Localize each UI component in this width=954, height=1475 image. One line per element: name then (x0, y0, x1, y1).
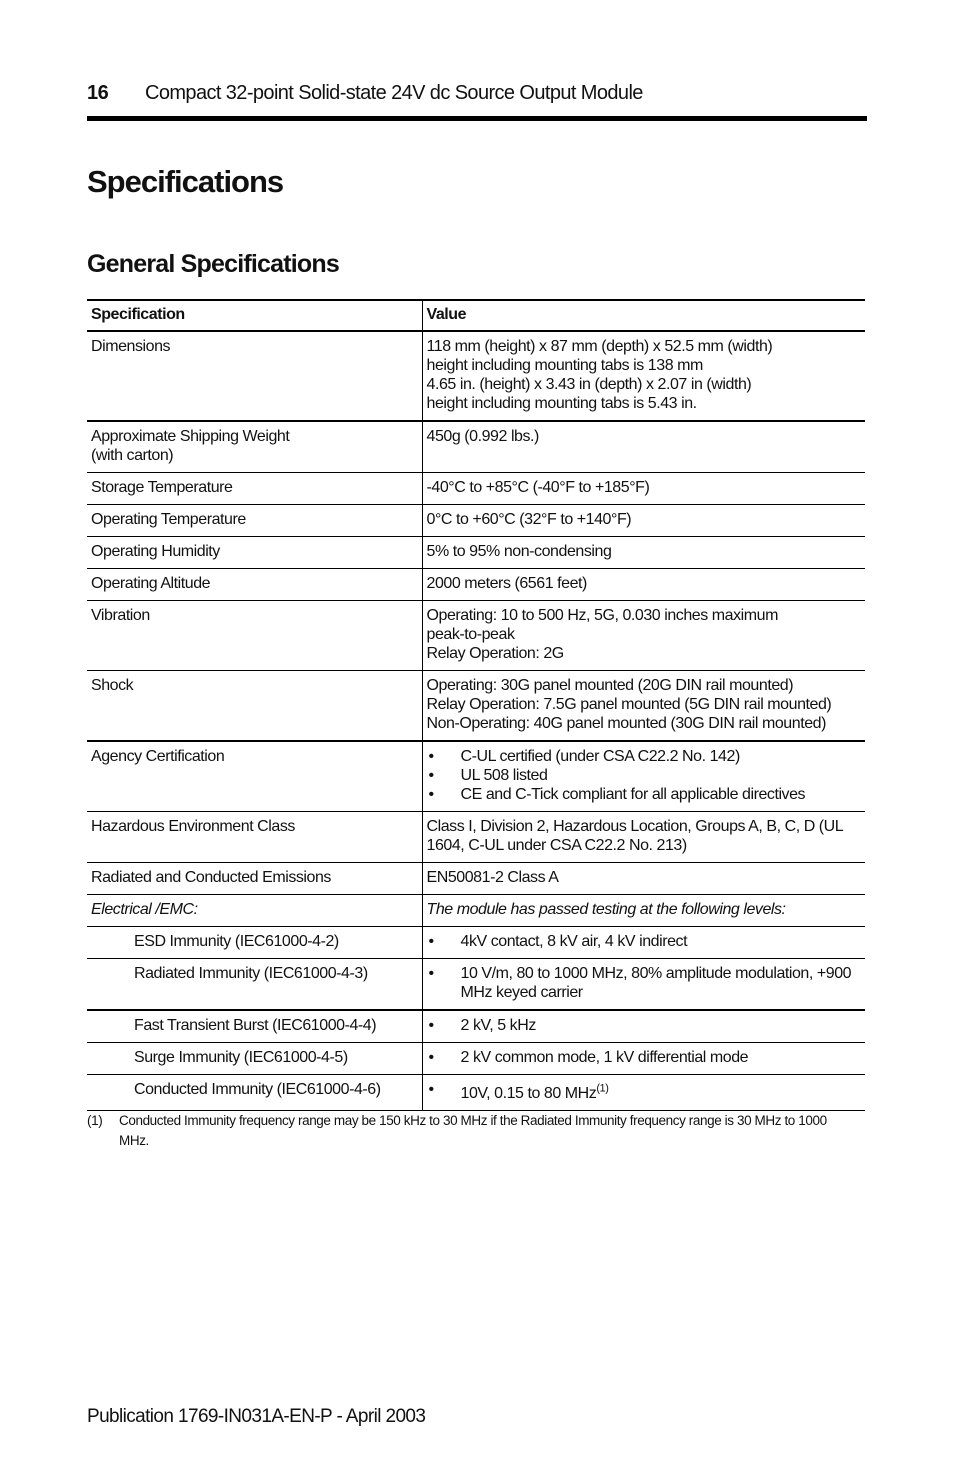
bullet-list (427, 1080, 862, 1103)
table-row (87, 959, 865, 1011)
table-row (87, 1010, 865, 1043)
value-cell: -40°C to +85°C (-40°F to +185°F) (422, 473, 865, 505)
value-line: Operating: 10 to 500 Hz, 5G, 0.030 inches maximum (426, 607, 778, 624)
value-line: peak-to-peak (426, 626, 515, 643)
spec-cell: Radiated Immunity (IEC61000-4-3) (87, 959, 422, 1011)
spec-cell: ESD Immunity (IEC61000-4-2) (87, 927, 422, 959)
bullet-list (427, 1016, 862, 1035)
value-line: height including mounting tabs is 138 mm (426, 357, 703, 374)
spec-cell: Hazardous Environment Class (87, 812, 422, 863)
spec-cell: Conducted Immunity (IEC61000-4-6) (87, 1075, 422, 1111)
value-cell: Class I, Division 2, Hazardous Location, Groups A, B, C, D (UL 1604, C-UL under CSA C22.2 No. 213) (422, 812, 865, 863)
spec-cell: Operating Temperature (87, 505, 422, 537)
value-line: Relay Operation: 7.5G panel mounted (5G DIN rail mounted) (426, 696, 832, 713)
subsection-title: General Specifications (87, 250, 339, 278)
table-row (87, 421, 865, 473)
page-number: 16 (87, 82, 109, 104)
spec-cell: Dimensions (87, 331, 422, 421)
value-cell: 450g (0.992 lbs.) (422, 421, 865, 473)
value-cell: 2000 meters (6561 feet) (422, 569, 865, 601)
table-row (87, 569, 865, 601)
spec-cell: Operating Humidity (87, 537, 422, 569)
column-header-value: Value (422, 300, 865, 331)
list-item: • UL 508 listed (427, 766, 862, 785)
spec-cell: Storage Temperature (87, 473, 422, 505)
bullet-list (427, 964, 862, 1002)
column-header-specification: Specification (87, 300, 422, 331)
table-row (87, 1043, 865, 1075)
footnote-reference: (1) (596, 1082, 609, 1095)
header-rule (87, 116, 867, 121)
table-row (87, 505, 865, 537)
table-header-row (87, 300, 865, 331)
spec-cell: Radiated and Conducted Emissions (87, 863, 422, 895)
footnote-marker: (1) (87, 1113, 103, 1128)
list-item-text: 10V, 0.15 to 80 MHz (460, 1085, 597, 1102)
value-cell (422, 601, 865, 671)
list-item: • 2 kV, 5 kHz (427, 1016, 862, 1035)
value-line: height including mounting tabs is 5.43 in. (426, 395, 697, 412)
bullet-list (427, 932, 862, 951)
table-row (87, 331, 865, 421)
list-item (427, 1080, 862, 1103)
footnote-text: Conducted Immunity frequency range may be 150 kHz to 30 MHz if the Radiated Immunity frequency range is 30 MHz to 1000 MHz. (119, 1113, 827, 1148)
value-cell: 0°C to +60°C (32°F to +140°F) (422, 505, 865, 537)
spec-cell (87, 421, 422, 473)
value-cell (422, 959, 865, 1011)
table-row (87, 473, 865, 505)
table-row (87, 895, 865, 927)
value-line: Relay Operation: 2G (426, 645, 564, 662)
spec-cell: Agency Certification (87, 741, 422, 812)
bullet-list (427, 747, 862, 804)
spec-cell: Fast Transient Burst (IEC61000-4-4) (87, 1010, 422, 1043)
spec-cell: Surge Immunity (IEC61000-4-5) (87, 1043, 422, 1075)
table-row (87, 601, 865, 671)
spec-cell: Electrical /EMC: (87, 895, 422, 927)
value-line: 118 mm (height) x 87 mm (depth) x 52.5 mm (width) (426, 338, 773, 355)
value-cell (422, 1043, 865, 1075)
table-row (87, 812, 865, 863)
publication-footer: Publication 1769-IN031A-EN-P - April 2003 (87, 1406, 426, 1427)
list-item: • 2 kV common mode, 1 kV differential mode (427, 1048, 862, 1067)
list-item: • CE and C-Tick compliant for all applicable directives (427, 785, 862, 804)
table-row (87, 741, 865, 812)
table-row (87, 1075, 865, 1111)
table-row (87, 927, 865, 959)
value-cell (422, 331, 865, 421)
spec-cell: Shock (87, 671, 422, 742)
value-cell (422, 927, 865, 959)
table-row (87, 671, 865, 742)
spec-cell: Vibration (87, 601, 422, 671)
value-cell: The module has passed testing at the following levels: (422, 895, 865, 927)
table-row (87, 537, 865, 569)
value-cell (422, 1075, 865, 1111)
page-header (87, 82, 867, 110)
running-title: Compact 32-point Solid-state 24V dc Source Output Module (145, 82, 643, 104)
spec-line: Approximate Shipping Weight (91, 428, 290, 445)
bullet-list (427, 1048, 862, 1067)
value-cell: EN50081-2 Class A (422, 863, 865, 895)
spec-cell: Operating Altitude (87, 569, 422, 601)
list-item: • 4kV contact, 8 kV air, 4 kV indirect (427, 932, 862, 951)
value-cell: 5% to 95% non-condensing (422, 537, 865, 569)
list-item: • C-UL certified (under CSA C22.2 No. 142) (427, 747, 862, 766)
specifications-table (87, 299, 865, 1111)
value-line: 4.65 in. (height) x 3.43 in (depth) x 2.07 in (width) (426, 376, 752, 393)
table-row (87, 863, 865, 895)
spec-line: (with carton) (91, 447, 174, 464)
list-item: • 10 V/m, 80 to 1000 MHz, 80% amplitude modulation, +900 MHz keyed carrier (427, 964, 862, 1002)
footnote (87, 1111, 857, 1151)
value-cell (422, 1010, 865, 1043)
value-cell (422, 671, 865, 742)
value-line: Non-Operating: 40G panel mounted (30G DIN rail mounted) (426, 715, 826, 732)
section-title: Specifications (87, 164, 284, 199)
value-line: Operating: 30G panel mounted (20G DIN rail mounted) (426, 677, 794, 694)
value-cell (422, 741, 865, 812)
